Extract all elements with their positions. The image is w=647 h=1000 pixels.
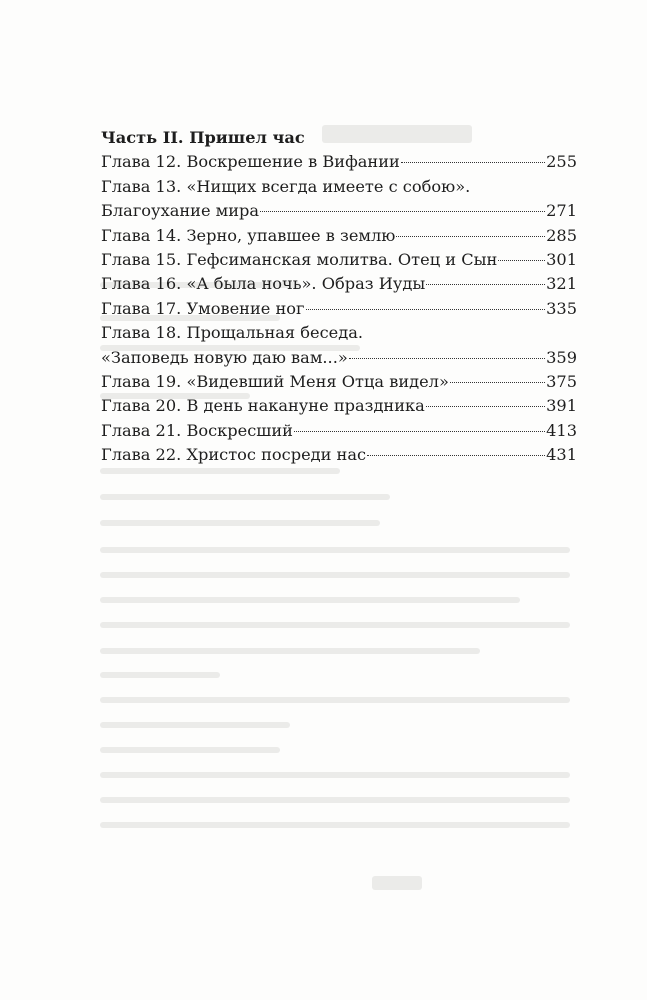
toc-entry-row bbox=[101, 394, 577, 418]
toc-entry bbox=[101, 150, 577, 174]
dot-leader bbox=[306, 309, 546, 310]
toc-entry-page: 413 bbox=[546, 420, 577, 440]
toc-entry bbox=[101, 224, 577, 248]
part-title: Часть II. Пришел час bbox=[101, 128, 305, 147]
toc-entry-title: Глава 16. «А была ночь». Образ Иуды bbox=[101, 274, 426, 294]
toc-entry-page: 375 bbox=[546, 372, 577, 392]
toc-entry-title: Благоухание мира bbox=[101, 201, 260, 221]
toc-entry-page: 285 bbox=[546, 225, 577, 245]
toc-entry-row bbox=[101, 419, 577, 443]
toc-entry bbox=[101, 272, 577, 296]
dot-leader bbox=[349, 358, 545, 359]
toc-entry bbox=[101, 297, 577, 321]
toc-entry-row bbox=[101, 199, 577, 223]
toc-entry-page: 335 bbox=[546, 298, 577, 318]
dot-leader bbox=[396, 236, 545, 237]
dot-leader bbox=[260, 211, 545, 212]
dot-leader bbox=[426, 284, 545, 285]
toc-entry-row bbox=[101, 370, 577, 394]
toc-entry bbox=[101, 248, 577, 272]
toc-entry-title: Глава 19. «Видевший Меня Отца видел» bbox=[101, 372, 449, 392]
toc-entry-title: Глава 17. Умовение ног bbox=[101, 298, 305, 318]
toc-entry-title: Глава 12. Воскрешение в Вифании bbox=[101, 152, 400, 172]
dot-leader bbox=[294, 431, 545, 432]
dot-leader bbox=[426, 406, 545, 407]
dot-leader bbox=[450, 382, 545, 383]
toc-entry bbox=[101, 394, 577, 418]
toc-entry-page: 321 bbox=[546, 274, 577, 294]
dot-leader bbox=[367, 455, 545, 456]
toc-entry bbox=[101, 175, 577, 224]
toc-entry-row bbox=[101, 346, 577, 370]
toc-entry-title: Глава 20. В день накануне праздника bbox=[101, 396, 425, 416]
toc-entry-page: 271 bbox=[546, 201, 577, 221]
toc-entries bbox=[101, 150, 577, 467]
toc-entry-page: 301 bbox=[546, 250, 577, 270]
toc-entry bbox=[101, 321, 577, 370]
toc-entry-page: 431 bbox=[546, 445, 577, 465]
toc-entry bbox=[101, 419, 577, 443]
toc-entry-line: Глава 13. «Нищих всегда имеете с собою». bbox=[101, 176, 471, 196]
toc-entry bbox=[101, 443, 577, 467]
toc-entry-line: Глава 18. Прощальная беседа. bbox=[101, 323, 364, 343]
toc-entry-page: 255 bbox=[546, 152, 577, 172]
toc-entry-page: 359 bbox=[546, 347, 577, 367]
dot-leader bbox=[401, 162, 545, 163]
table-of-contents bbox=[101, 126, 577, 468]
toc-entry-page: 391 bbox=[546, 396, 577, 416]
toc-entry-title: Глава 21. Воскресший bbox=[101, 420, 293, 440]
toc-entry-title: Глава 14. Зерно, упавшее в землю bbox=[101, 225, 396, 245]
toc-entry-row bbox=[101, 443, 577, 467]
toc-entry-row bbox=[101, 248, 577, 272]
dot-leader bbox=[498, 260, 545, 261]
toc-entry-row bbox=[101, 272, 577, 296]
toc-entry-title: «Заповедь новую даю вам...» bbox=[101, 347, 348, 367]
toc-entry-row bbox=[101, 224, 577, 248]
toc-entry-title: Глава 22. Христос посреди нас bbox=[101, 445, 367, 465]
toc-entry bbox=[101, 370, 577, 394]
toc-entry-title: Глава 15. Гефсиманская молитва. Отец и Сын bbox=[101, 250, 498, 270]
toc-entry-row bbox=[101, 297, 577, 321]
toc-entry-row bbox=[101, 150, 577, 174]
